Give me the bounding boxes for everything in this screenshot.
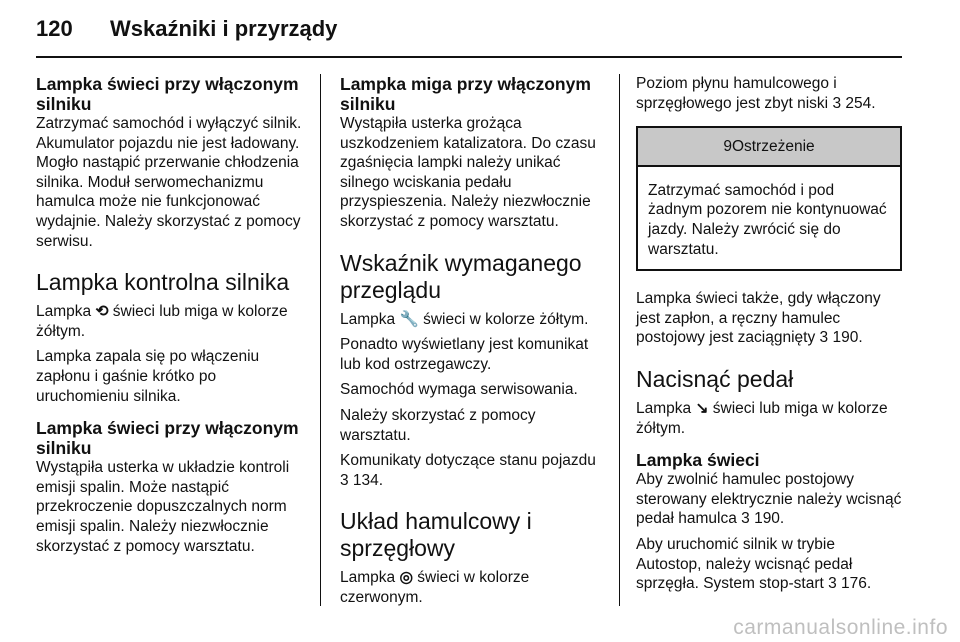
section-heading: Lampka świeci przy włączonym silniku [36, 74, 299, 114]
service-wrench-icon: 🔧 [399, 310, 419, 328]
paragraph: Komunikaty dotyczące stanu pojazdu 3 134. [340, 452, 596, 489]
paragraph: Lampka ◎ świeci w kolorze czerwonym. [340, 569, 530, 606]
paragraph: Lampka ⟲ świeci lub miga w kolorze żółtym. [36, 303, 288, 340]
section-title: Nacisnąć pedał [636, 365, 794, 392]
page-reference: 3 134. [340, 471, 384, 489]
paragraph: Poziom płynu hamulcowego i sprzęgłowego jest zbyt niski 3 254. [636, 75, 876, 112]
paragraph: Należy skorzystać z pomocy warsztatu. [340, 406, 536, 444]
paragraph: Lampka świeci także, gdy włączony jest zapłon, a ręczny hamulec postojowy jest zaciągnięty 3 190. [636, 290, 881, 347]
paragraph: Aby zwolnić hamulec postojowy sterowany elektrycznie należy wcisnąć pedał hamulca 3 190. [636, 471, 902, 528]
page-header [36, 16, 337, 42]
paragraph: Lampka 🔧 świeci w kolorze żółtym. [340, 310, 589, 328]
paragraph: Zatrzymać samochód i wyłączyć silnik. Akumulator pojazdu nie jest ładowany. Mogło nastąpić przerwanie chłodzenia silnika. Moduł serwomechanizmu hamulca może nie funkcjonować wydajnie. Należy skorzystać z pomocy serwisu. [36, 115, 302, 250]
page-title: Wskaźniki i przyrządy [110, 16, 338, 41]
paragraph: Lampka ↘ świeci lub miga w kolorze żółtym. [636, 399, 888, 437]
warning-title: 9Ostrzeżenie [638, 128, 900, 167]
warning-box [636, 126, 902, 271]
page-reference: 3 190. [741, 510, 785, 528]
paragraph: Aby uruchomić silnik w trybie Autostop, należy wcisnąć pedał sprzęgła. System stop-start 3 176. [636, 535, 872, 593]
page-reference: 3 190. [819, 329, 863, 347]
section-heading: Lampka świeci przy włączonym silniku [36, 418, 299, 459]
press-pedal-icon: ↘ [695, 399, 709, 417]
column-divider [320, 74, 321, 606]
header-divider [36, 56, 902, 58]
watermark: carmanualsonline.info [733, 616, 948, 639]
page-reference: 3 254. [832, 94, 876, 112]
page-reference: 3 176. [828, 575, 872, 593]
paragraph: Wystąpiła usterka grożąca uszkodzeniem katalizatora. Do czasu zgaśnięcia lampki należy unikać silnego wciskania pedału przyspieszenia. Należy niezwłocznie skorzystać z pomocy warsztatu. [340, 115, 596, 230]
engine-lamp-icon: ⟲ [95, 303, 109, 321]
column-middle [340, 74, 606, 608]
section-title: Wskaźnik wymaganego przeglądu [340, 249, 582, 303]
paragraph: Ponadto wyświetlany jest komunikat lub kod ostrzegawczy. [340, 336, 589, 373]
warning-text: Zatrzymać samochód i pod żadnym pozorem nie kontynuować jazdy. Należy zwrócić się do warsztatu. [648, 181, 887, 258]
page-number: 120 [36, 16, 73, 41]
section-heading: Lampka świeci [636, 450, 760, 471]
column-right [636, 74, 902, 594]
column-left [36, 74, 302, 556]
section-heading: Lampka miga przy włączonym silniku [340, 74, 591, 114]
section-title: Lampka kontrolna silnika [36, 269, 290, 296]
column-divider [619, 74, 620, 606]
paragraph: Samochód wymaga serwisowania. [340, 381, 578, 399]
paragraph: Lampka zapala się po włączeniu zapłonu i gaśnie krótko po uruchomieniu silnika. [36, 348, 260, 405]
brake-lamp-icon: ◎ [399, 569, 413, 587]
section-title: Układ hamulcowy i sprzęgłowy [340, 508, 532, 562]
paragraph: Wystąpiła usterka w układzie kontroli emisji spalin. Może nastąpić przekroczenie dopuszczalnych norm emisji spalin. Należy niezwłocznie skorzystać z pomocy warsztatu. [36, 459, 290, 555]
